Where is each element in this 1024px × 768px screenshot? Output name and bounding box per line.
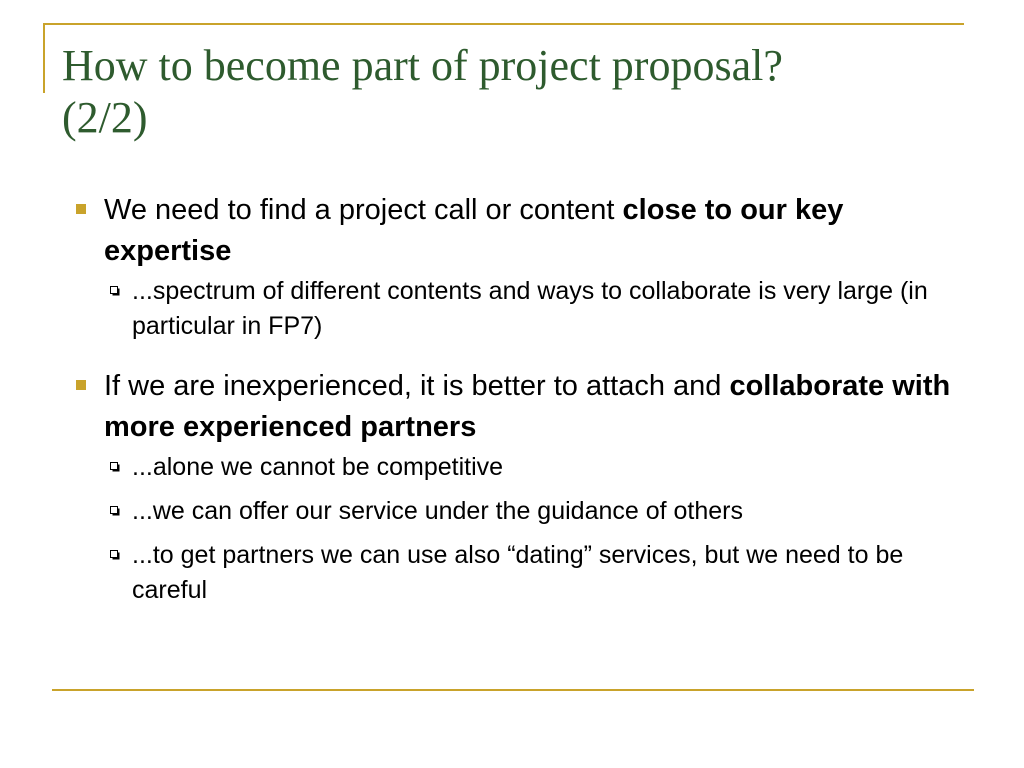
sub-bullet-item	[74, 450, 954, 485]
sub-bullet-item	[74, 494, 954, 529]
bullet-text-bold: collaborate with more experienced partners	[104, 370, 951, 443]
slide-body	[74, 190, 954, 608]
hollow-square-bullet-icon	[110, 550, 118, 558]
square-bullet-icon	[76, 380, 86, 390]
slide-title-line-2: (2/2)	[62, 93, 148, 142]
hollow-square-bullet-icon	[110, 462, 118, 470]
bottom-border-line	[52, 689, 974, 691]
slide-title	[62, 40, 962, 144]
bullet-text: If we are inexperienced, it is better to attach and	[104, 370, 730, 402]
square-bullet-icon	[76, 204, 86, 214]
left-border-line	[43, 23, 45, 93]
hollow-square-bullet-icon	[110, 286, 118, 294]
top-border-line	[43, 23, 964, 25]
sub-bullet-text: ...we can offer our service under the guidance of others	[132, 497, 744, 525]
bullet-item	[74, 366, 954, 448]
sub-bullet-item	[74, 274, 954, 344]
hollow-square-bullet-icon	[110, 506, 118, 514]
sub-bullet-text: ...to get partners we can use also “dating” services, but we need to be careful	[132, 541, 904, 604]
sub-bullet-text: ...spectrum of different contents and ways to collaborate is very large (in particular in FP7)	[132, 277, 928, 340]
sub-bullet-text: ...alone we cannot be competitive	[132, 453, 504, 481]
slide-title-line-1: How to become part of project proposal?	[62, 41, 783, 90]
sub-bullet-item	[74, 538, 954, 608]
bullet-text: We need to find a project call or content	[104, 194, 623, 226]
bullet-item	[74, 190, 954, 272]
bullet-text-bold: close to our key expertise	[104, 194, 844, 267]
